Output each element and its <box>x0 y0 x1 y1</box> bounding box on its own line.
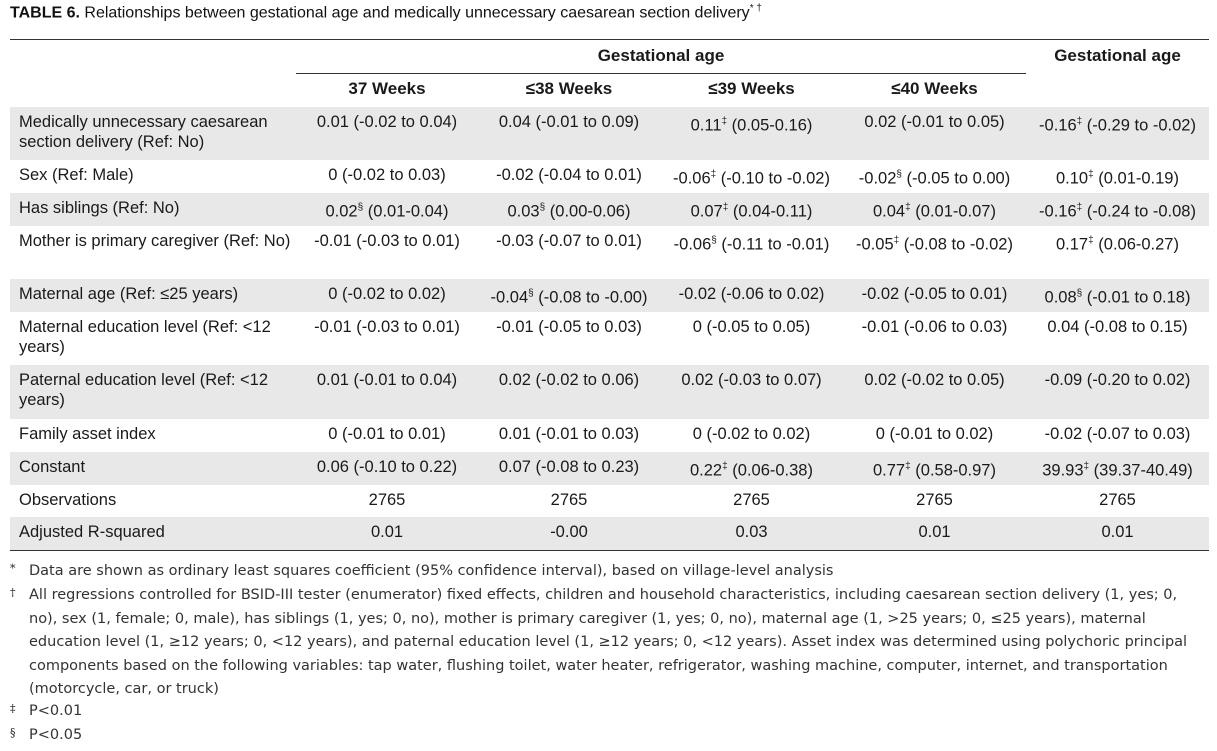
row-label: Sex (Ref: Male) <box>19 166 134 184</box>
coefficient: 0.07 <box>690 202 723 221</box>
table-cell <box>660 112 843 136</box>
row-label: Constant <box>19 458 86 476</box>
significance-mark: § <box>539 202 546 213</box>
confidence-interval: (-0.10 to -0.02) <box>716 169 830 188</box>
table-cell <box>1026 231 1209 255</box>
coefficient: 0.01 <box>370 523 404 541</box>
coefficient: 0.04 <box>873 202 906 221</box>
coefficient: 0.01 <box>316 371 349 389</box>
table-cell <box>478 284 660 308</box>
confidence-interval: (-0.02 to 0.03) <box>337 166 446 184</box>
table-cell <box>296 457 478 477</box>
confidence-interval: (-0.02 to 0.02) <box>337 285 446 303</box>
coefficient: 2765 <box>1099 491 1136 509</box>
row-label: Observations <box>19 491 117 509</box>
confidence-interval: (0.01-0.07) <box>910 202 996 221</box>
footnote-symbol: * <box>10 562 16 575</box>
coefficient: 0.22 <box>690 461 723 480</box>
table-cell <box>478 198 660 222</box>
coefficient: 2765 <box>733 491 770 509</box>
coefficient: 0.02 <box>864 113 897 131</box>
coefficient: -0.03 <box>496 232 534 250</box>
coefficient: -0.06 <box>673 169 711 188</box>
coefficient: -0.02 <box>496 166 534 184</box>
table-cell <box>843 490 1026 510</box>
table-cell <box>296 370 478 390</box>
confidence-interval: (-0.11 to -0.01) <box>716 235 830 254</box>
table-cell <box>296 112 478 132</box>
confidence-interval: (-0.05 to 0.01) <box>899 285 1008 303</box>
confidence-interval: (-0.03 to 0.01) <box>351 232 460 250</box>
row-label: Family asset index <box>19 425 156 443</box>
coefficient: -0.00 <box>550 523 588 541</box>
significance-mark: ‡ <box>1088 169 1094 180</box>
coefficient: 0.03 <box>735 523 768 541</box>
table-cell <box>843 231 1026 255</box>
table-cell <box>296 165 478 185</box>
confidence-interval: (-0.03 to 0.01) <box>351 318 460 336</box>
confidence-interval: (-0.01 to 0.01) <box>337 425 446 443</box>
coefficient: -0.02 <box>1044 425 1083 443</box>
coefficient: 0 <box>692 425 702 443</box>
table-cell <box>660 198 843 222</box>
table-caption <box>10 3 762 22</box>
coefficient: 0.01 <box>918 523 951 541</box>
significance-mark: § <box>896 169 902 180</box>
confidence-interval: (-0.03 to 0.07) <box>713 371 822 389</box>
coefficient: 0 <box>328 285 338 303</box>
coefficient: -0.02 <box>858 169 897 188</box>
table-cell <box>478 112 660 132</box>
confidence-interval: (-0.24 to -0.08) <box>1082 202 1196 221</box>
row-label: Adjusted R-squared <box>19 523 165 541</box>
coefficient: 0.03 <box>507 202 540 221</box>
footnote-text: P<0.05 <box>29 727 83 743</box>
table-cell <box>478 370 660 390</box>
coefficient: 0.77 <box>873 461 906 480</box>
table-cell <box>1026 198 1209 222</box>
column-header-39: ≤39 Weeks <box>708 79 795 98</box>
confidence-interval: (-0.01 to 0.02) <box>884 425 994 443</box>
confidence-interval: (-0.05 to 0.00) <box>901 169 1011 188</box>
confidence-interval: (-0.06 to 0.02) <box>716 285 825 303</box>
confidence-interval: (-0.01 to 0.04) <box>348 371 458 389</box>
table-cell <box>1026 284 1209 308</box>
confidence-interval: (0.01-0.19) <box>1093 169 1179 188</box>
coefficient: -0.01 <box>314 232 352 250</box>
table-cell <box>1026 317 1209 337</box>
coefficient: -0.01 <box>861 318 900 336</box>
coefficient: 0.01 <box>316 113 349 131</box>
table-cell <box>843 317 1026 337</box>
footnote-symbol: † <box>10 586 16 599</box>
coefficient: 2765 <box>368 491 406 509</box>
significance-mark: § <box>1076 288 1083 299</box>
column-header-37: 37 Weeks <box>348 79 426 98</box>
coefficient: 0.04 <box>498 113 531 131</box>
coefficient: 0.02 <box>864 371 897 389</box>
table-cell <box>660 317 843 337</box>
coefficient: 2765 <box>916 491 953 509</box>
confidence-interval: (0.06-0.27) <box>1093 235 1179 254</box>
confidence-interval: (-0.08 to -0.02) <box>899 235 1013 254</box>
significance-mark: ‡ <box>905 461 911 472</box>
coefficient: -0.16 <box>1039 116 1077 135</box>
column-header-38: ≤38 Weeks <box>525 79 613 98</box>
table-cell <box>296 284 478 304</box>
table-cell <box>843 522 1026 542</box>
coefficient: -0.09 <box>1044 371 1083 389</box>
row-label: Has siblings (Ref: No) <box>19 199 180 217</box>
table-cell <box>660 231 843 255</box>
row-label: Medically unnecessary caesarean section delivery (Ref: No) <box>19 113 268 151</box>
row-label: Paternal education level (Ref: <12 years) <box>19 371 269 409</box>
table-cell <box>1026 424 1209 444</box>
table-cell <box>1026 522 1209 542</box>
coefficient: 0.08 <box>1044 288 1077 307</box>
significance-mark: ‡ <box>722 202 729 213</box>
confidence-interval: (-0.01 to 0.09) <box>530 113 640 131</box>
column-header-40: ≤40 Weeks <box>891 79 978 98</box>
confidence-interval: (-0.05 to 0.05) <box>701 318 811 336</box>
significance-mark: § <box>528 288 534 299</box>
table-cell <box>296 490 478 510</box>
table-cell <box>660 284 843 304</box>
row-label: Maternal education level (Ref: <12 years) <box>19 318 271 356</box>
significance-mark: ‡ <box>721 116 728 127</box>
table-cell <box>296 424 478 444</box>
coefficient: 0.02 <box>681 371 714 389</box>
footnote-symbol: ‡ <box>10 702 16 715</box>
confidence-interval: (-0.02 to 0.02) <box>701 425 811 443</box>
row-label: Maternal age (Ref: ≤25 years) <box>19 285 239 303</box>
caption-marks: * † <box>749 3 762 14</box>
coefficient: 0.06 <box>316 458 349 476</box>
table-cell <box>296 231 478 251</box>
table-cell <box>660 370 843 390</box>
coefficient: 0 <box>328 166 338 184</box>
table-cell <box>296 317 478 337</box>
coefficient: -0.16 <box>1039 202 1077 221</box>
coefficient: 0 <box>328 425 338 443</box>
confidence-interval: (-0.07 to 0.03) <box>1082 425 1191 443</box>
table-cell <box>843 284 1026 304</box>
table-cell <box>843 424 1026 444</box>
significance-mark: ‡ <box>893 235 900 246</box>
coefficient: -0.01 <box>496 318 534 336</box>
confidence-interval: (-0.06 to 0.03) <box>899 318 1008 336</box>
table-cell <box>478 165 660 185</box>
table-cell <box>843 198 1026 222</box>
significance-mark: ‡ <box>1083 461 1090 472</box>
confidence-interval: (-0.07 to 0.01) <box>533 232 642 250</box>
confidence-interval: (-0.10 to 0.22) <box>348 458 458 476</box>
table-cell <box>1026 165 1209 189</box>
confidence-interval: (-0.04 to 0.01) <box>533 166 642 184</box>
table-cell <box>660 490 843 510</box>
coefficient: 0.04 <box>1047 318 1080 336</box>
coefficient: 0.01 <box>498 425 531 443</box>
confidence-interval: (-0.08 to -0.00) <box>533 288 648 307</box>
coefficient: -0.06 <box>673 235 712 254</box>
bottom-rule <box>10 550 1209 551</box>
coefficient: 39.93 <box>1042 461 1084 480</box>
confidence-interval: (-0.08 to 0.15) <box>1079 318 1188 336</box>
confidence-interval: (-0.01 to 0.03) <box>530 425 640 443</box>
group-header-underline <box>296 73 1026 74</box>
confidence-interval: (0.05-0.16) <box>727 116 813 135</box>
table-cell <box>660 457 843 481</box>
confidence-interval: (-0.02 to 0.06) <box>530 371 640 389</box>
table-cell <box>843 370 1026 390</box>
table-number: TABLE 6. <box>10 4 80 22</box>
coefficient: 0.10 <box>1056 169 1089 188</box>
significance-mark: ‡ <box>710 169 717 180</box>
table-cell <box>843 165 1026 189</box>
table-cell <box>478 231 660 251</box>
confidence-interval: (-0.05 to 0.03) <box>533 318 642 336</box>
table-cell <box>478 490 660 510</box>
confidence-interval: (0.01-0.04) <box>363 202 449 221</box>
significance-mark: ‡ <box>905 202 911 213</box>
table-cell <box>660 424 843 444</box>
table-cell <box>478 424 660 444</box>
table-cell <box>660 522 843 542</box>
confidence-interval: (-0.08 to 0.23) <box>530 458 640 476</box>
significance-mark: ‡ <box>1076 116 1083 127</box>
coefficient: -0.01 <box>314 318 352 336</box>
table-cell <box>1026 490 1209 510</box>
confidence-interval: (0.06-0.38) <box>727 461 813 480</box>
confidence-interval: (-0.01 to 0.18) <box>1082 288 1191 307</box>
table-cell <box>478 317 660 337</box>
confidence-interval: (0.00-0.06) <box>545 202 631 221</box>
coefficient: 0.17 <box>1056 235 1089 254</box>
coefficient: 0.07 <box>498 458 531 476</box>
table-cell <box>1026 370 1209 390</box>
significance-mark: ‡ <box>1088 235 1094 246</box>
group-header-right: Gestational age <box>1054 46 1181 65</box>
coefficient: -0.05 <box>856 235 894 254</box>
coefficient: 0.02 <box>498 371 531 389</box>
confidence-interval: (39.37-40.49) <box>1089 461 1193 480</box>
confidence-interval: (-0.02 to 0.05) <box>896 371 1005 389</box>
table-cell <box>478 522 660 542</box>
row-label: Mother is primary caregiver (Ref: No) <box>19 232 291 250</box>
significance-mark: ‡ <box>1076 202 1083 213</box>
coefficient: 0 <box>875 425 885 443</box>
table-cell <box>296 522 478 542</box>
confidence-interval: (-0.01 to 0.05) <box>896 113 1005 131</box>
table-cell <box>478 457 660 477</box>
table-cell <box>1026 457 1209 481</box>
table-cell <box>296 198 478 222</box>
coefficient: 0.01 <box>1101 523 1134 541</box>
confidence-interval: (-0.02 to 0.04) <box>348 113 458 131</box>
table-cell <box>660 165 843 189</box>
table-title: Relationships between gestational age and medically unnecessary caesarean section delivery <box>84 4 750 22</box>
top-rule <box>10 39 1209 40</box>
confidence-interval: (-0.29 to -0.02) <box>1082 116 1196 135</box>
table-cell <box>1026 112 1209 136</box>
significance-mark: § <box>357 202 364 213</box>
footnote-text: Data are shown as ordinary least squares coefficient (95% confidence interval), based on village-level analysis <box>29 563 834 579</box>
group-header-left: Gestational age <box>597 46 725 65</box>
confidence-interval: (0.04-0.11) <box>728 202 813 221</box>
coefficient: -0.02 <box>678 285 717 303</box>
coefficient: -0.02 <box>861 285 900 303</box>
confidence-interval: (0.58-0.97) <box>910 461 996 480</box>
coefficient: 0 <box>692 318 702 336</box>
footnote-text: All regressions controlled for BSID-III tester (enumerator) fixed effects, children and household characteristics, including caesarean section delivery (1, yes; 0, no), sex (1, female; 0, male), has siblings (1, yes; 0, no), mother is primary caregiver (1, yes; 0, no), maternal age (1, >25 years; 0, ≤25 years), maternal education level (1, ≥12 years; 0, <12 years), and paternal education level (1, ≥12 years; 0, <12 years). Asset index was determined using polychoric principal components based on the following variables: tap water, flushing toilet, water heater, refrigerator, washing machine, computer, internet, and transportation (motorcycle, car, or truck) <box>29 587 1188 697</box>
footnote-text: P<0.01 <box>29 703 83 719</box>
coefficient: -0.04 <box>490 288 529 307</box>
table-cell <box>843 457 1026 481</box>
significance-mark: § <box>711 235 717 246</box>
confidence-interval: (-0.20 to 0.02) <box>1082 371 1191 389</box>
coefficient: 0.11 <box>690 116 722 135</box>
significance-mark: ‡ <box>722 461 728 472</box>
table-cell <box>843 112 1026 132</box>
coefficient: 0.02 <box>325 202 358 221</box>
coefficient: 2765 <box>550 491 588 509</box>
footnote-symbol: § <box>10 726 16 739</box>
